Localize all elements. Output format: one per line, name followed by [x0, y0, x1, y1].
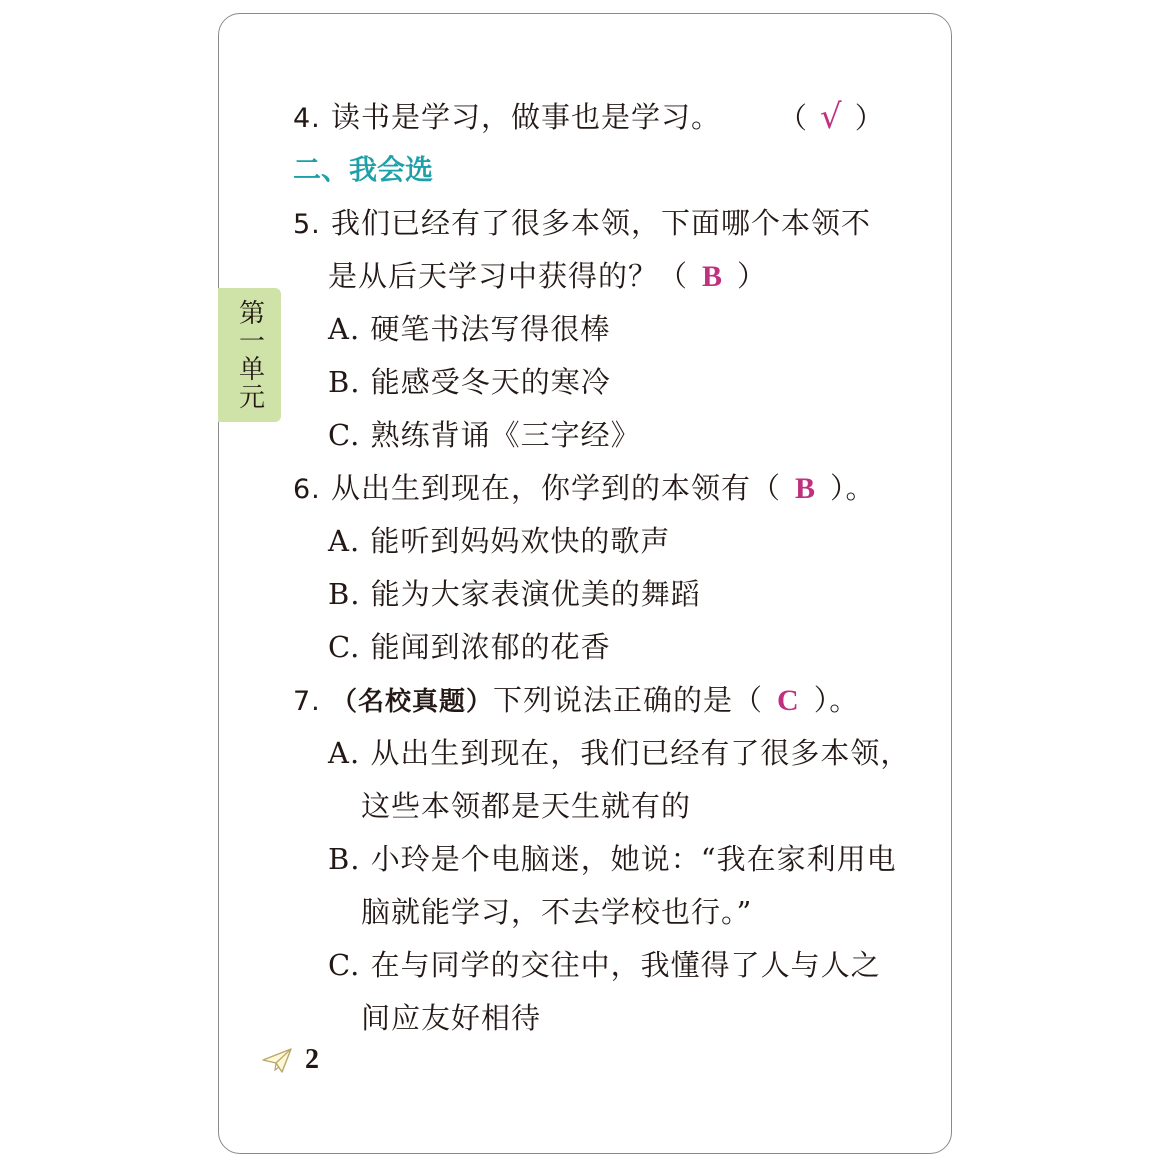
question-5-text: 我们已经有了很多本领，下面哪个本领不 [330, 206, 871, 240]
question-7-option-c-line-1: C. 在与同学的交往中，我懂得了人与人之 [328, 948, 881, 982]
question-4-check-mark: √ [820, 97, 843, 137]
question-4-text: 读书是学习，做事也是学习。 [330, 100, 721, 134]
question-4-answer-box [778, 97, 885, 138]
unit-tab [218, 288, 281, 422]
close-paren: ） [737, 259, 768, 293]
question-6-option-a: A. 能听到妈妈欢快的歌声 [328, 524, 671, 558]
question-6-option-b: B. 能为大家表演优美的舞蹈 [328, 577, 701, 611]
question-6 [293, 468, 876, 510]
paper-plane-icon [262, 1046, 292, 1074]
question-6-answer: B [795, 472, 817, 505]
question-7-answer: C [777, 684, 800, 717]
page-number: 2 [305, 1044, 319, 1075]
question-7-number: 7. [293, 686, 321, 717]
section-title: 二、我会选 [293, 153, 434, 186]
question-7-tag: （名校真题） [330, 687, 493, 717]
question-6-option-c: C. 能闻到浓郁的花香 [328, 630, 611, 664]
question-5-option-b: B. 能感受冬天的寒冷 [328, 365, 611, 399]
question-6-number: 6. [293, 474, 321, 505]
question-5-text-2: 是从后天学习中获得的？（ [328, 259, 689, 293]
question-7-option-c-line-2: 间应友好相待 [361, 1001, 542, 1035]
question-6-text: 从出生到现在，你学到的本领有（ [330, 471, 781, 505]
question-7-option-a-line-1: A. 从出生到现在，我们已经有了很多本领， [328, 736, 911, 770]
question-7-text-end: ）。 [813, 683, 860, 717]
question-5-answer: B [702, 260, 724, 293]
question-4 [293, 97, 721, 139]
question-5-option-c: C. 熟练背诵《三字经》 [328, 418, 641, 452]
question-4-number: 4. [293, 103, 321, 134]
question-7 [293, 680, 859, 722]
question-7-option-a-line-2: 这些本领都是天生就有的 [361, 789, 692, 823]
unit-tab-label: 第一单元 [234, 299, 265, 411]
question-5-line-2 [328, 256, 767, 297]
question-6-text-end: ）。 [830, 471, 876, 505]
close-paren: ） [854, 101, 885, 135]
open-paren: （ [778, 101, 809, 135]
question-5-number: 5. [293, 209, 321, 240]
question-7-option-b-line-2: 脑就能学习，不去学校也行。” [361, 895, 753, 929]
question-5-line-1 [293, 203, 871, 245]
question-7-text: 下列说法正确的是（ [493, 683, 764, 717]
question-7-option-b-line-1: B. 小玲是个电脑迷，她说：“我在家利用电 [328, 842, 897, 876]
question-5-option-a: A. 硬笔书法写得很棒 [328, 312, 611, 346]
